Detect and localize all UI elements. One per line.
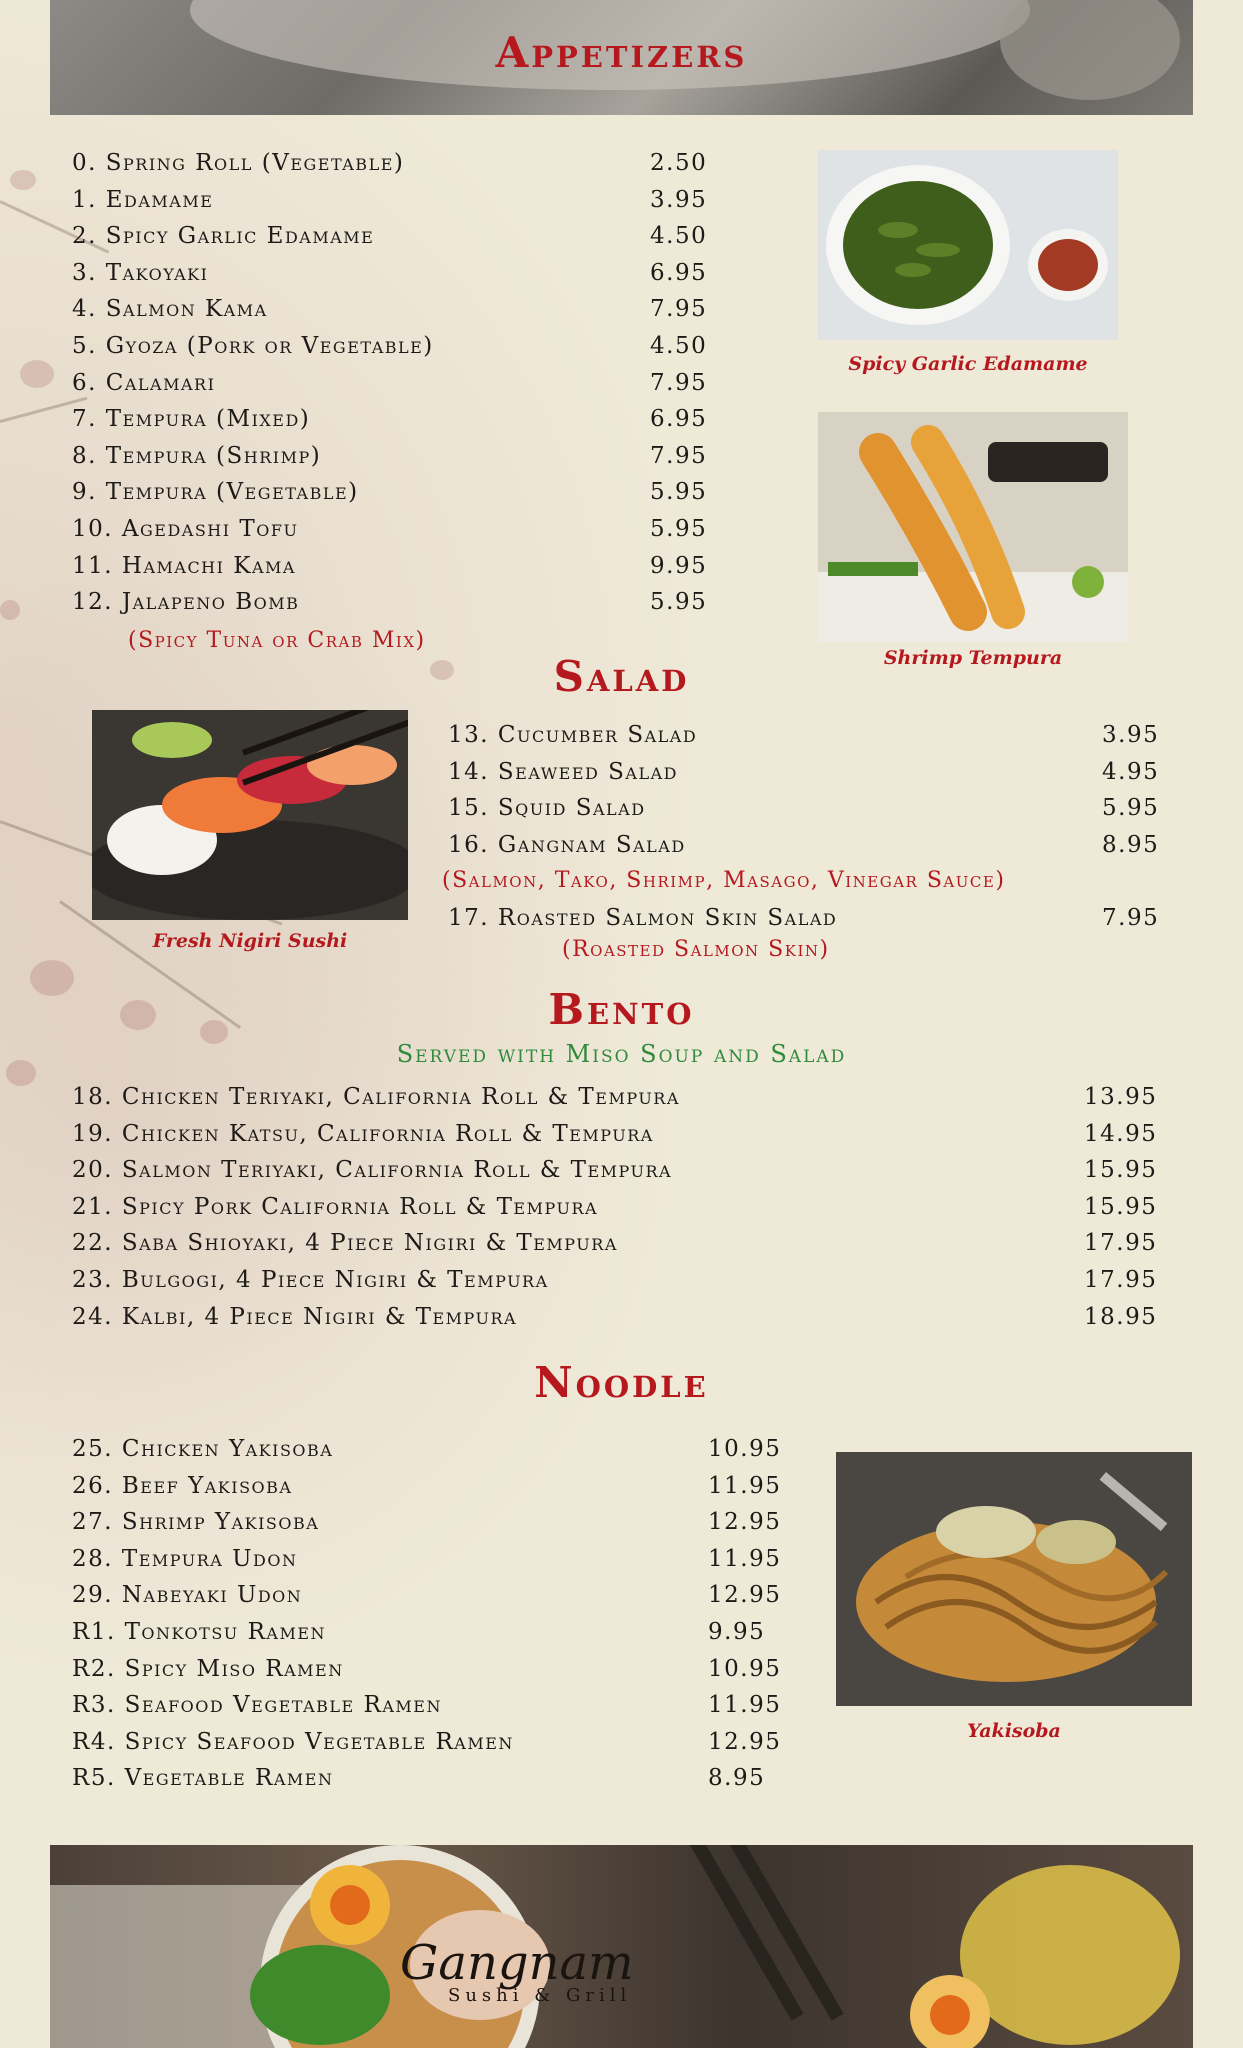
menu-item bbox=[72, 406, 712, 443]
item-price: 10.95 bbox=[708, 1655, 782, 1682]
noodle-list bbox=[72, 1436, 792, 1802]
item-price: 17.95 bbox=[1084, 1230, 1158, 1257]
item-price: 3.95 bbox=[650, 186, 708, 213]
logo-tagline: Sushi & Grill bbox=[448, 1985, 632, 2006]
menu-item bbox=[72, 1157, 1158, 1194]
item-price: 9.95 bbox=[650, 552, 708, 579]
item-name: R2. Spicy Miso Ramen bbox=[72, 1655, 344, 1682]
item-price: 7.95 bbox=[1102, 905, 1160, 931]
item-price: 11.95 bbox=[708, 1472, 782, 1499]
item-name: 24. Kalbi, 4 Piece Nigiri & Tempura bbox=[72, 1303, 518, 1330]
item-price: 2.50 bbox=[650, 150, 708, 176]
blossom bbox=[0, 600, 20, 620]
menu-item bbox=[72, 150, 712, 187]
item-price: 9.95 bbox=[708, 1618, 766, 1645]
edamame-caption: Spicy Garlic Edamame bbox=[848, 353, 1088, 375]
item-name: 0. Spring Roll (Vegetable) bbox=[72, 150, 405, 176]
menu-item bbox=[72, 370, 712, 407]
item-name: 17. Roasted Salmon Skin Salad bbox=[448, 905, 838, 931]
item-name: 3. Takoyaki bbox=[72, 259, 209, 286]
menu-item bbox=[72, 443, 712, 480]
menu-item bbox=[72, 260, 712, 297]
item-price: 12.95 bbox=[708, 1509, 782, 1536]
menu-item bbox=[72, 1582, 792, 1619]
menu-item bbox=[72, 1120, 1158, 1158]
menu-item bbox=[72, 1619, 792, 1656]
menu-item bbox=[72, 553, 712, 590]
item-name: 8. Tempura (Shrimp) bbox=[72, 442, 322, 469]
item-name: 23. Bulgogi, 4 Piece Nigiri & Tempura bbox=[72, 1266, 549, 1293]
shrimp-tempura-photo bbox=[818, 412, 1128, 642]
logo-name: Gangnam bbox=[400, 1935, 634, 1991]
bento-title: Bento bbox=[548, 985, 695, 1034]
menu-item bbox=[72, 1765, 792, 1802]
nigiri-sushi-photo bbox=[92, 710, 408, 920]
item-name: 4. Salmon Kama bbox=[72, 296, 268, 323]
menu-item bbox=[72, 1473, 792, 1510]
menu-item bbox=[448, 832, 1158, 869]
item-name: 2. Spicy Garlic Edamame bbox=[72, 223, 375, 250]
item-price: 5.95 bbox=[650, 515, 708, 542]
item-price: 3.95 bbox=[1102, 722, 1160, 748]
menu-item bbox=[72, 296, 712, 333]
menu-item bbox=[448, 795, 1158, 832]
blossom bbox=[10, 170, 36, 190]
item-name: 27. Shrimp Yakisoba bbox=[72, 1509, 320, 1536]
item-name: 25. Chicken Yakisoba bbox=[72, 1436, 334, 1462]
item-price: 13.95 bbox=[1084, 1084, 1158, 1110]
item-price: 14.95 bbox=[1084, 1120, 1158, 1147]
tempura-caption: Shrimp Tempura bbox=[883, 647, 1063, 669]
item-name: 9. Tempura (Vegetable) bbox=[72, 479, 359, 506]
item-price: 11.95 bbox=[708, 1692, 782, 1719]
item-name: 5. Gyoza (Pork or Vegetable) bbox=[72, 332, 434, 359]
yakisoba-caption: Yakisoba bbox=[967, 1720, 1061, 1742]
item-name: 1. Edamame bbox=[72, 186, 214, 213]
restaurant-logo bbox=[390, 1935, 850, 2005]
item-price: 8.95 bbox=[708, 1765, 766, 1792]
item-price: 7.95 bbox=[650, 296, 708, 323]
item-price: 18.95 bbox=[1084, 1303, 1158, 1330]
item-price: 7.95 bbox=[650, 369, 708, 396]
item-price: 6.95 bbox=[650, 406, 708, 433]
item-name: R5. Vegetable Ramen bbox=[72, 1765, 334, 1792]
menu-item bbox=[72, 333, 712, 370]
item-price: 10.95 bbox=[708, 1436, 782, 1462]
salmon-skin-note: (Roasted Salmon Skin) bbox=[562, 937, 830, 962]
item-name: 28. Tempura Udon bbox=[72, 1545, 298, 1572]
menu-item bbox=[72, 1509, 792, 1546]
item-price: 15.95 bbox=[1084, 1157, 1158, 1184]
bento-list bbox=[72, 1084, 1158, 1340]
gangnam-salad-note: (Salmon, Tako, Shrimp, Masago, Vinegar Sauce) bbox=[442, 868, 1006, 893]
menu-item bbox=[72, 1193, 1158, 1231]
edamame-photo bbox=[818, 150, 1118, 340]
item-name: R4. Spicy Seafood Vegetable Ramen bbox=[72, 1728, 514, 1755]
nigiri-caption: Fresh Nigiri Sushi bbox=[152, 930, 348, 952]
menu-item bbox=[72, 1656, 792, 1693]
item-name: R3. Seafood Vegetable Ramen bbox=[72, 1692, 442, 1719]
item-price: 12.95 bbox=[708, 1728, 782, 1755]
menu-item bbox=[72, 1266, 1158, 1304]
item-name: 21. Spicy Pork California Roll & Tempura bbox=[72, 1193, 599, 1220]
item-price: 8.95 bbox=[1102, 831, 1160, 858]
item-name: 15. Squid Salad bbox=[448, 795, 646, 822]
item-name: 13. Cucumber Salad bbox=[448, 722, 698, 748]
item-name: 16. Gangnam Salad bbox=[448, 831, 686, 858]
menu-item bbox=[72, 1436, 792, 1473]
menu-item bbox=[448, 759, 1158, 796]
item-name: 22. Saba Shioyaki, 4 Piece Nigiri & Tempura bbox=[72, 1230, 618, 1257]
item-name: 29. Nabeyaki Udon bbox=[72, 1582, 303, 1609]
blossom bbox=[20, 360, 54, 388]
salad-list bbox=[448, 722, 1158, 868]
item-price: 17.95 bbox=[1084, 1266, 1158, 1293]
menu-item bbox=[72, 187, 712, 224]
appetizers-title: Appetizers bbox=[495, 28, 748, 77]
item-price: 5.95 bbox=[1102, 795, 1160, 822]
item-name: 26. Beef Yakisoba bbox=[72, 1472, 293, 1499]
menu-item bbox=[72, 1084, 1158, 1121]
menu-item bbox=[72, 1303, 1158, 1341]
bento-subtitle: Served with Miso Soup and Salad bbox=[396, 1040, 847, 1068]
item-name: R1. Tonkotsu Ramen bbox=[72, 1618, 327, 1645]
item-price: 6.95 bbox=[650, 259, 708, 286]
item-name: 18. Chicken Teriyaki, California Roll & Tempura bbox=[72, 1084, 680, 1110]
item-price: 5.95 bbox=[650, 589, 708, 616]
item-price: 11.95 bbox=[708, 1545, 782, 1572]
item-name: 6. Calamari bbox=[72, 369, 216, 396]
yakisoba-photo bbox=[836, 1452, 1192, 1706]
item-price: 12.95 bbox=[708, 1582, 782, 1609]
menu-item bbox=[72, 1692, 792, 1729]
item-name: 19. Chicken Katsu, California Roll & Tempura bbox=[72, 1120, 654, 1147]
item-name: 10. Agedashi Tofu bbox=[72, 515, 299, 542]
item-name: 7. Tempura (Mixed) bbox=[72, 406, 311, 433]
item-price: 7.95 bbox=[650, 442, 708, 469]
item-price: 4.95 bbox=[1102, 758, 1160, 785]
item-name: 11. Hamachi Kama bbox=[72, 552, 296, 579]
appetizers-list bbox=[72, 150, 712, 626]
item-price: 15.95 bbox=[1084, 1193, 1158, 1220]
menu-item bbox=[72, 589, 712, 626]
menu-item bbox=[72, 1230, 1158, 1267]
menu-item bbox=[72, 479, 712, 516]
item-price: 4.50 bbox=[650, 332, 708, 359]
menu-item bbox=[72, 1546, 792, 1583]
noodle-title: Noodle bbox=[534, 1358, 709, 1407]
item-price: 5.95 bbox=[650, 479, 708, 506]
salad-title: Salad bbox=[553, 652, 690, 701]
appetizer-note: (Spicy Tuna or Crab Mix) bbox=[128, 628, 426, 653]
menu-item bbox=[72, 516, 712, 553]
menu-item bbox=[72, 1729, 792, 1766]
item-name: 12. Jalapeno Bomb bbox=[72, 589, 300, 616]
item-price: 4.50 bbox=[650, 223, 708, 250]
item-name: 20. Salmon Teriyaki, California Roll & Tempura bbox=[72, 1157, 673, 1184]
item-name: 14. Seaweed Salad bbox=[448, 758, 678, 785]
menu-item bbox=[72, 223, 712, 260]
menu-item bbox=[448, 722, 1158, 759]
